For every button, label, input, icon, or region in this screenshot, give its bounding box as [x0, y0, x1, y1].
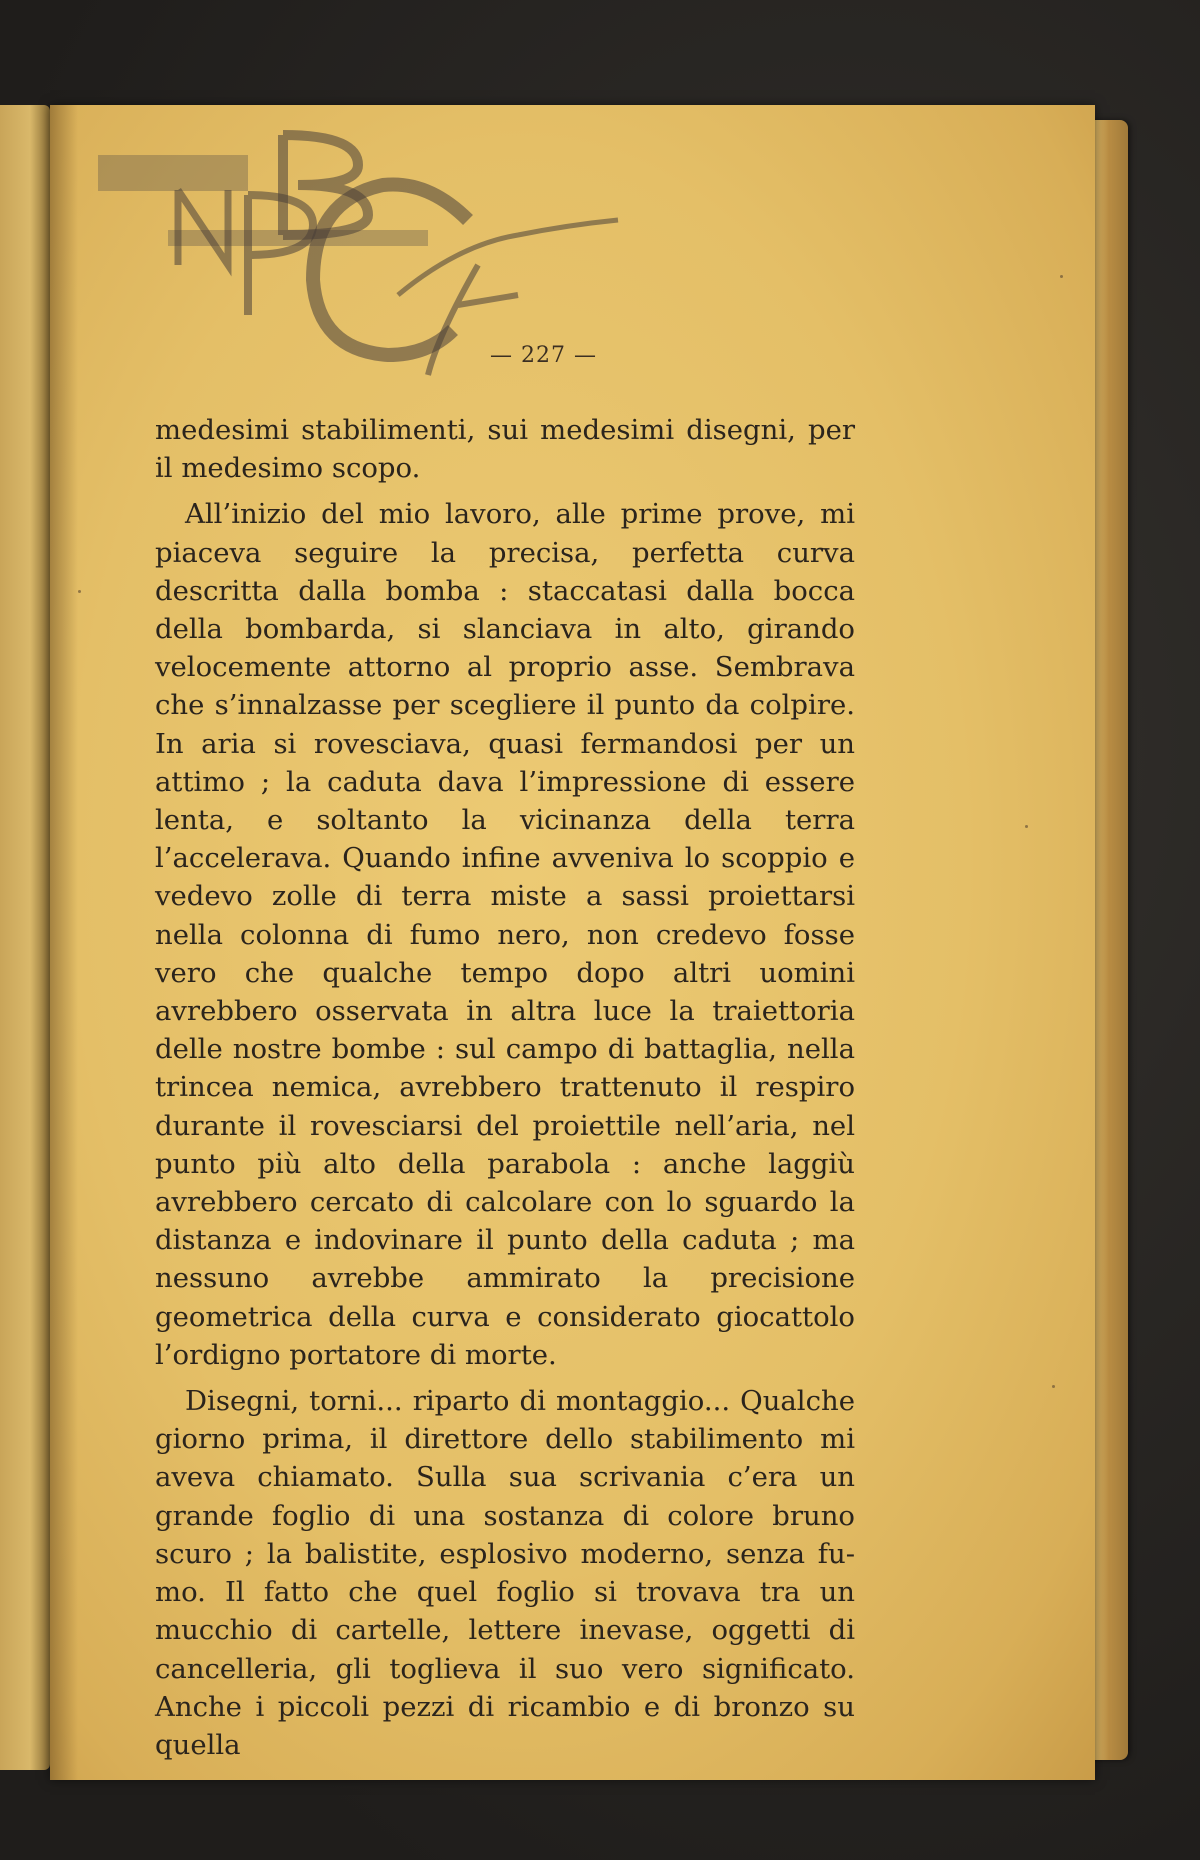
body-text	[155, 411, 855, 1764]
book-page	[50, 105, 1095, 1780]
facing-page-edge	[0, 105, 50, 1770]
paragraph: medesimi stabilimenti, sui medesimi disegni, per il medesimo scopo.	[155, 414, 855, 485]
paragraph: Disegni, torni... riparto di montaggio... Qualche giorno prima, il direttore dello stabilimento mi aveva chiamato. Sulla sua scrivania c’era un grande foglio di una sostanza di colore bruno scuro ; la balistite, esplosivo moderno, senza fumo. Il fatto che quel foglio si trovava tra un mucchio di cartelle, lettere inevase, oggetti di cancelleria, gli toglieva il suo vero significato. Anche i piccoli pezzi di ricambio e di bronzo su quella	[155, 1385, 855, 1761]
page-number: — 227 —	[490, 343, 597, 368]
paper-speck	[1060, 275, 1063, 278]
paper-speck	[1052, 1385, 1055, 1388]
paper-speck	[78, 590, 81, 593]
paragraph: All’inizio del mio lavoro, alle prime prove, mi piaceva seguire la precisa, perfetta curva descritta dalla bomba : staccatasi dalla bocca della bombarda, si slanciava in alto, girando velocemente attorno al proprio asse. Sembrava che s’innalzasse per scegliere il punto da colpire. In aria si rovesciava, quasi fermandosi per un attimo ; la caduta dava l’impressione di essere lenta, e soltanto la vicinanza della terra l’accelerava. Quando infine avveniva lo scoppio e vedevo zolle di terra miste a sassi proiettarsi nella colonna di fumo nero, non credevo fosse vero che qualche tempo dopo altri uomini avrebbero osservata in altra luce la traiettoria delle nostre bombe : sul campo di battaglia, nella trincea nemica, avrebbero trattenuto il respiro durante il rovesciarsi del proiettile nell’aria, nel punto più alto della parabola : anche laggiù avrebbero cercato di calcolare con lo sguardo la distanza e indovinare il punto della caduta ; ma nessuno avrebbe ammirato la precisione geometrica della curva e considerato giocattolo l’ordigno portatore di morte.	[155, 498, 855, 1371]
paper-speck	[1025, 825, 1028, 828]
